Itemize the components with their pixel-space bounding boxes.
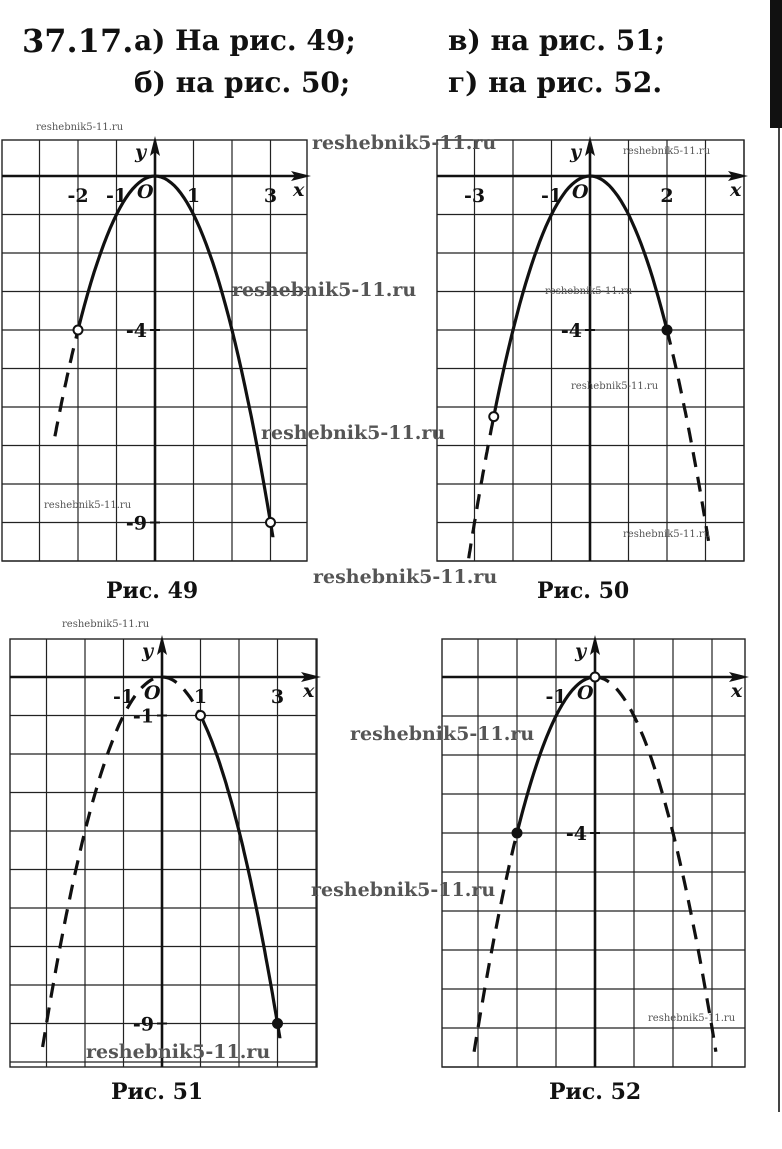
watermark: reshebnik5-11.ru [648,1013,736,1024]
figure-51-caption: Рис. 51 [111,1079,204,1105]
parabola-solid-part [78,176,271,523]
y-axis-label: y [575,640,587,662]
open-endpoint [74,326,83,335]
y-tick-label: -4 [560,320,582,342]
watermark: reshebnik5-11.ru [311,879,496,901]
figure-50-graph [435,138,747,563]
parabola-dashed-part [43,677,201,1047]
x-tick-label: 2 [660,185,674,207]
watermark: reshebnik5-11.ru [232,279,417,301]
watermark: reshebnik5-11.ru [545,286,633,297]
page-edge-bar [770,0,782,128]
filled-endpoint [273,1019,282,1028]
figure-50-caption: Рис. 50 [537,578,630,604]
parabola-dashed-part [667,330,709,546]
task-v: в) на рис. 51; [448,24,666,57]
watermark: reshebnik5-11.ru [313,566,498,588]
filled-endpoint [663,326,672,335]
watermark: reshebnik5-11.ru [62,619,150,630]
figure-52-caption: Рис. 52 [549,1079,642,1105]
x-tick-label: -2 [67,185,89,207]
x-axis-label: x [293,179,305,201]
x-tick-label: -3 [463,185,486,207]
x-tick-label: 1 [193,686,208,708]
x-tick-label: -1 [540,185,563,207]
figure-51-graph [8,637,320,1069]
x-tick-label: 1 [186,185,201,207]
page-edge-line [778,128,780,1112]
watermark: reshebnik5-11.ru [36,122,124,133]
y-tick-label: -1 [132,705,154,728]
origin-label: O [144,682,161,704]
watermark: reshebnik5-11.ru [623,146,711,157]
exercise-number: 37.17. [22,22,134,60]
watermark: reshebnik5-11.ru [623,529,711,540]
y-tick-label: -9 [132,1013,154,1036]
open-endpoint [591,673,600,682]
x-tick-label: 3 [270,686,285,708]
x-tick-label: -1 [112,686,135,708]
x-axis-label: x [303,680,315,702]
origin-label: O [137,181,154,203]
parabola-dashed-part [469,417,494,559]
open-endpoint [489,412,498,421]
open-endpoint [266,518,275,527]
watermark: reshebnik5-11.ru [350,723,535,745]
y-axis-label: y [142,640,154,662]
watermark: reshebnik5-11.ru [44,500,132,511]
y-tick-label: -4 [565,823,587,845]
watermark: reshebnik5-11.ru [86,1041,271,1063]
open-endpoint [196,711,205,720]
x-tick-label: -1 [545,686,567,708]
x-tick-label: -1 [105,185,128,207]
task-g: г) на рис. 52. [448,66,663,99]
parabola-dashed-part [55,330,78,436]
watermark: reshebnik5-11.ru [312,132,497,154]
x-axis-label: x [730,179,742,201]
y-axis-label: y [570,141,582,163]
watermark: reshebnik5-11.ru [261,422,446,444]
figure-49-caption: Рис. 49 [106,578,199,604]
y-tick-label: -4 [125,320,147,342]
parabola-dashed-part [595,677,716,1052]
x-axis-label: x [731,680,743,702]
y-axis-label: y [135,141,147,163]
task-a: а) На рис. 49; [134,24,356,57]
origin-label: O [577,682,594,704]
figure-52-graph [440,637,748,1069]
x-tick-label: 3 [263,185,278,207]
origin-label: O [572,181,589,203]
parabola-dashed-part [474,833,517,1052]
y-tick-label: -9 [125,512,147,535]
watermark: reshebnik5-11.ru [571,381,659,392]
filled-endpoint [513,829,522,838]
task-b: б) на рис. 50; [134,66,351,99]
